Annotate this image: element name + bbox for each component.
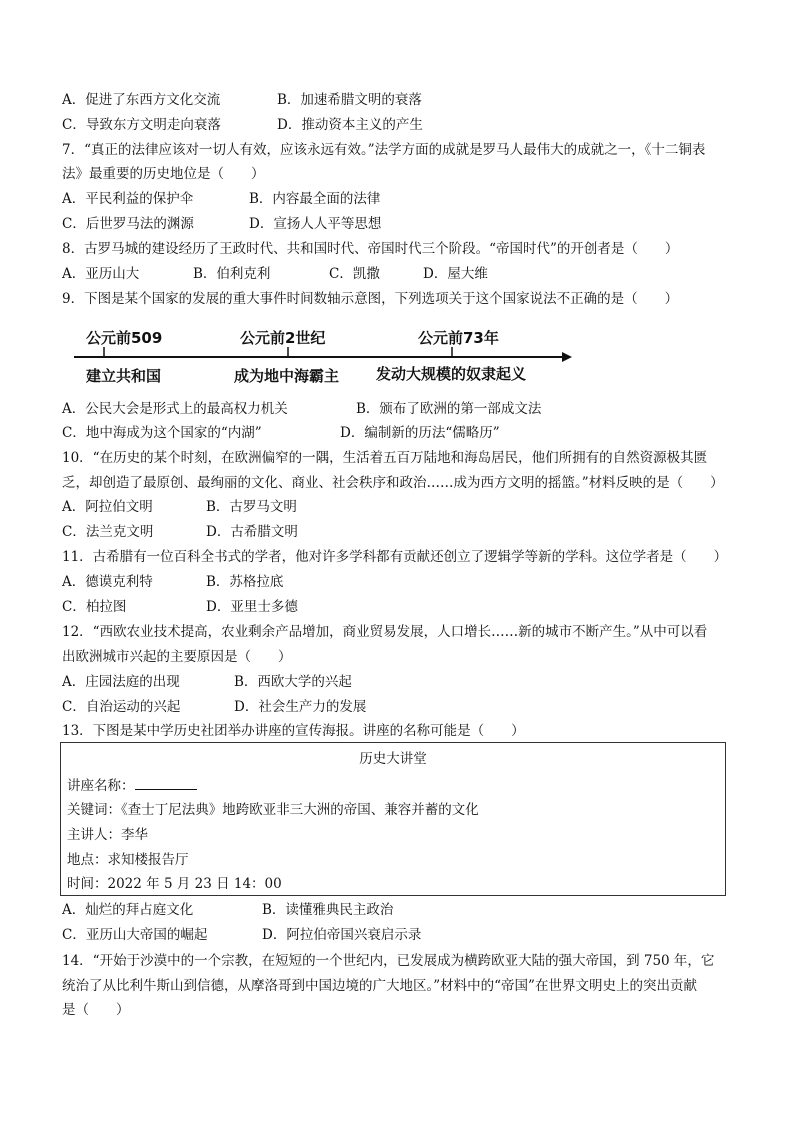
poster-speaker: 主讲人：李华	[67, 827, 148, 843]
q10-option-a: A．阿拉伯文明	[62, 499, 153, 515]
poster-time: 时间：2022 年 5 月 23 日 14：00	[67, 876, 282, 892]
q13-option-d: D．阿拉伯帝国兴衰启示录	[262, 927, 422, 943]
q9-timeline	[74, 325, 574, 387]
q9-option-b: B．颁布了欧洲的第一部成文法	[356, 401, 542, 417]
q14-stem-line3: 是（ ）	[62, 1002, 130, 1018]
q7-option-d: D．宣扬人人平等思想	[249, 216, 382, 232]
q8-option-a: A．亚历山大	[62, 266, 140, 282]
poster-location: 地点：求知楼报告厅	[67, 852, 189, 868]
q11-option-c: C．柏拉图	[62, 599, 127, 615]
q10-option-b: B．古罗马文明	[206, 499, 297, 515]
q9-option-d: D．编制新的历法“儒略历”	[340, 425, 500, 441]
q10-stem-line1: 10．“在历史的某个时刻，在欧洲偏窄的一隅，生活着五百万陆地和海岛居民，他们所拥有的自然资源极其匮	[62, 450, 708, 466]
q14-stem-line2: 统治了从比利牛斯山到信德，从摩洛哥到中国边境的广大地区。”材料中的“帝国”在世界文明史上的突出贡献	[62, 978, 697, 994]
q12-option-c: C．自治运动的兴起	[62, 699, 181, 715]
lecture-poster	[60, 742, 726, 896]
q13-option-b: B．读懂雅典民主政治	[262, 902, 394, 918]
timeline-event-3: 发动大规模的奴隶起义	[376, 365, 527, 383]
poster-name-label: 讲座名称：	[67, 778, 135, 794]
q7-stem-line2: 法》最重要的历史地位是（ ）	[62, 166, 265, 182]
poster-title: 历史大讲堂	[359, 751, 427, 767]
q11-stem: 11．古希腊有一位百科全书式的学者，他对许多学科都有贡献还创立了逻辑学等新的学科。这位学者是（ ）	[62, 549, 728, 565]
q7-option-a: A．平民利益的保护伞	[62, 191, 194, 207]
q8-option-d: D．屋大维	[423, 266, 488, 282]
q6-option-b: B．加速希腊文明的衰落	[277, 92, 422, 108]
poster-keywords: 关键词：《查士丁尼法典》地跨欧亚非三大洲的帝国、兼容并蓄的文化	[67, 802, 479, 818]
q9-option-a: A．公民大会是形式上的最高权力机关	[62, 401, 288, 417]
q8-option-b: B．伯利克利	[193, 266, 271, 282]
q12-option-b: B．西欧大学的兴起	[234, 674, 352, 690]
q9-option-c: C．地中海成为这个国家的“内湖”	[62, 425, 262, 441]
q10-option-d: D．古希腊文明	[206, 524, 298, 540]
q7-option-b: B．内容最全面的法律	[249, 191, 381, 207]
q6-option-a: A．促进了东西方文化交流	[62, 92, 221, 108]
q12-stem-line2: 出欧洲城市兴起的主要原因是（ ）	[62, 649, 292, 665]
timeline-date-3: 公元前73年	[418, 329, 499, 347]
q6-option-d: D．推动资本主义的产生	[277, 117, 423, 133]
q12-stem-line1: 12．“西欧农业技术提高，农业剩余产品增加，商业贸易发展，人口增长……新的城市不断产生。”从中可以看	[62, 624, 708, 640]
poster-name-row	[67, 775, 197, 796]
q11-option-b: B．苏格拉底	[206, 574, 284, 590]
q7-option-c: C．后世罗马法的渊源	[62, 216, 194, 232]
q8-stem: 8．古罗马城的建设经历了王政时代、共和国时代、帝国时代三个阶段。“帝国时代”的开创者是（ ）	[62, 241, 679, 257]
timeline-date-2: 公元前2世纪	[240, 329, 326, 347]
q13-stem: 13．下图是某中学历史社团举办讲座的宣传海报。讲座的名称可能是（ ）	[62, 723, 525, 739]
q11-option-d: D．亚里士多德	[206, 599, 298, 615]
q13-option-a: A．灿烂的拜占庭文化	[62, 902, 194, 918]
q12-option-a: A．庄园法庭的出现	[62, 674, 180, 690]
q6-option-c: C．导致东方文明走向衰落	[62, 117, 221, 133]
timeline-event-1: 建立共和国	[86, 367, 162, 385]
q13-option-c: C．亚历山大帝国的崛起	[62, 927, 208, 943]
q11-option-a: A．德谟克利特	[62, 574, 153, 590]
q10-option-c: C．法兰克文明	[62, 524, 154, 540]
q7-stem-line1: 7．“真正的法律应该对一切人有效，应该永远有效。”法学方面的成就是罗马人最伟大的成就之一，《十二铜表	[62, 142, 706, 158]
q8-option-c: C．凯撒	[329, 266, 380, 282]
q14-stem-line1: 14．“开始于沙漠中的一个宗教，在短短的一个世纪内，已发展成为横跨欧亚大陆的强大帝国，到 750 年，它	[62, 953, 715, 969]
timeline-event-2: 成为地中海霸主	[234, 367, 340, 385]
q9-stem: 9．下图是某个国家的发展的重大事件时间数轴示意图，下列选项关于这个国家说法不正确的是（ ）	[62, 291, 679, 307]
q10-stem-line2: 乏，却创造了最原创、最绚丽的文化、商业、社会秩序和政治……成为西方文明的摇篮。”材料反映的是（ ）	[62, 475, 724, 491]
poster-name-blank	[135, 775, 197, 790]
timeline-date-1: 公元前509	[86, 329, 163, 347]
q12-option-d: D．社会生产力的发展	[234, 699, 367, 715]
